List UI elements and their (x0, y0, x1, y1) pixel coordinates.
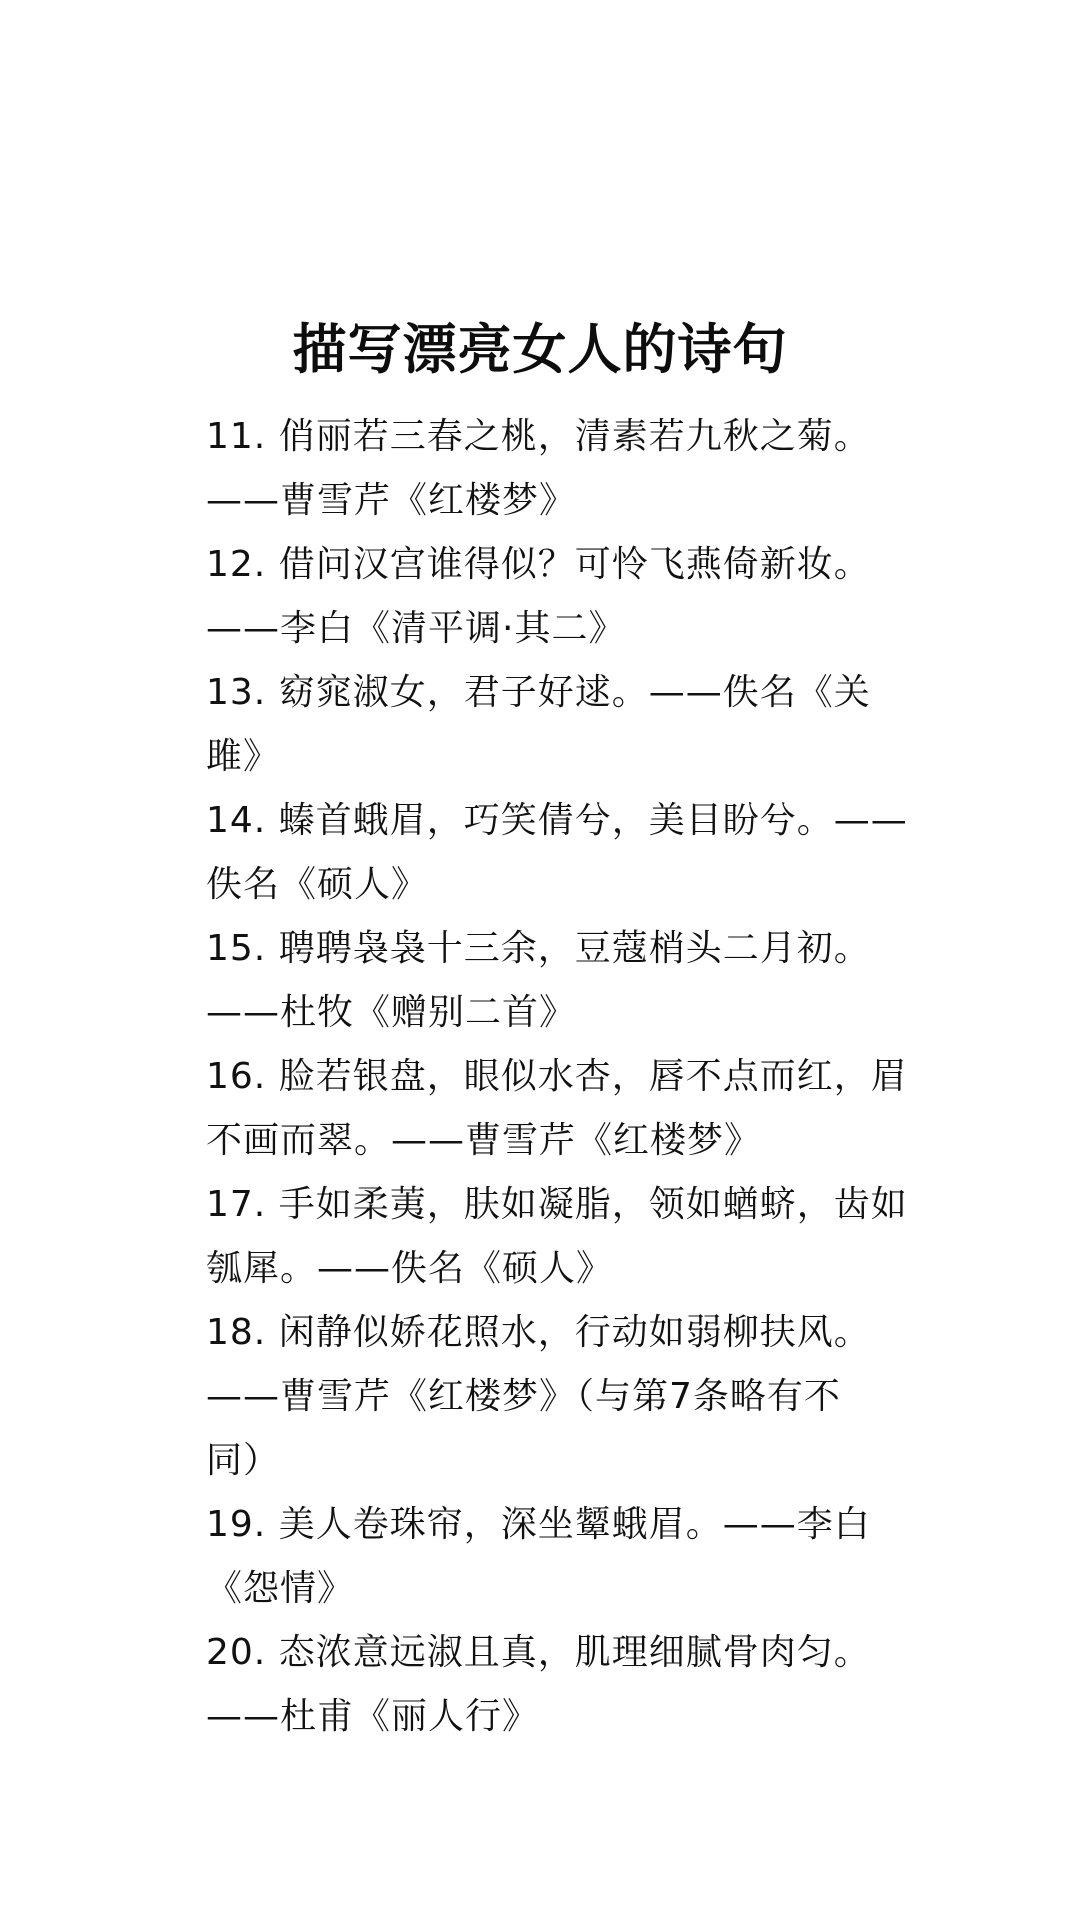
poem-line: 瓠犀。——佚名《硕人》 (206, 1248, 614, 1289)
poem-line: 16. 脸若银盘，眼似水杏，唇不点而红，眉 (206, 1056, 908, 1097)
poem-line: 14. 螓首蛾眉，巧笑倩兮，美目盼兮。—— (206, 800, 908, 841)
poem-line: 不画而翠。——曹雪芹《红楼梦》 (206, 1120, 762, 1161)
poem-line: ——李白《清平调·其二》 (206, 608, 626, 649)
poem-line: ——杜牧《赠别二首》 (206, 992, 577, 1033)
poem-line: 19. 美人卷珠帘，深坐颦蛾眉。——李白 (206, 1504, 871, 1545)
poem-line: 18. 闲静似娇花照水，行动如弱柳扶风。 (206, 1312, 871, 1353)
poem-line: 佚名《硕人》 (206, 864, 429, 905)
poem-line: ——曹雪芹《红楼梦》（与第7条略有不 (206, 1376, 841, 1417)
poem-list (206, 405, 908, 1749)
page-title: 描写漂亮女人的诗句 (292, 318, 788, 381)
poem-line: 同） (206, 1440, 281, 1481)
poem-line: 《怨情》 (206, 1568, 355, 1609)
poem-line: 15. 聘聘袅袅十三余，豆蔻梢头二月初。 (206, 928, 871, 969)
poem-line: 12. 借问汉宫谁得似？可怜飞燕倚新妆。 (206, 544, 871, 585)
poem-line: 13. 窈窕淑女，君子好逑。——佚名《关 (206, 672, 871, 713)
poem-line: ——杜甫《丽人行》 (206, 1696, 540, 1737)
poem-line: 雎》 (206, 736, 281, 777)
poem-line: 11. 俏丽若三春之桃，清素若九秋之菊。 (206, 416, 871, 457)
poem-line: 20. 态浓意远淑且真，肌理细腻骨肉匀。 (206, 1632, 871, 1673)
poem-line: ——曹雪芹《红楼梦》 (206, 480, 577, 521)
poem-line: 17. 手如柔荑，肤如凝脂，领如蝤蛴，齿如 (206, 1184, 908, 1225)
